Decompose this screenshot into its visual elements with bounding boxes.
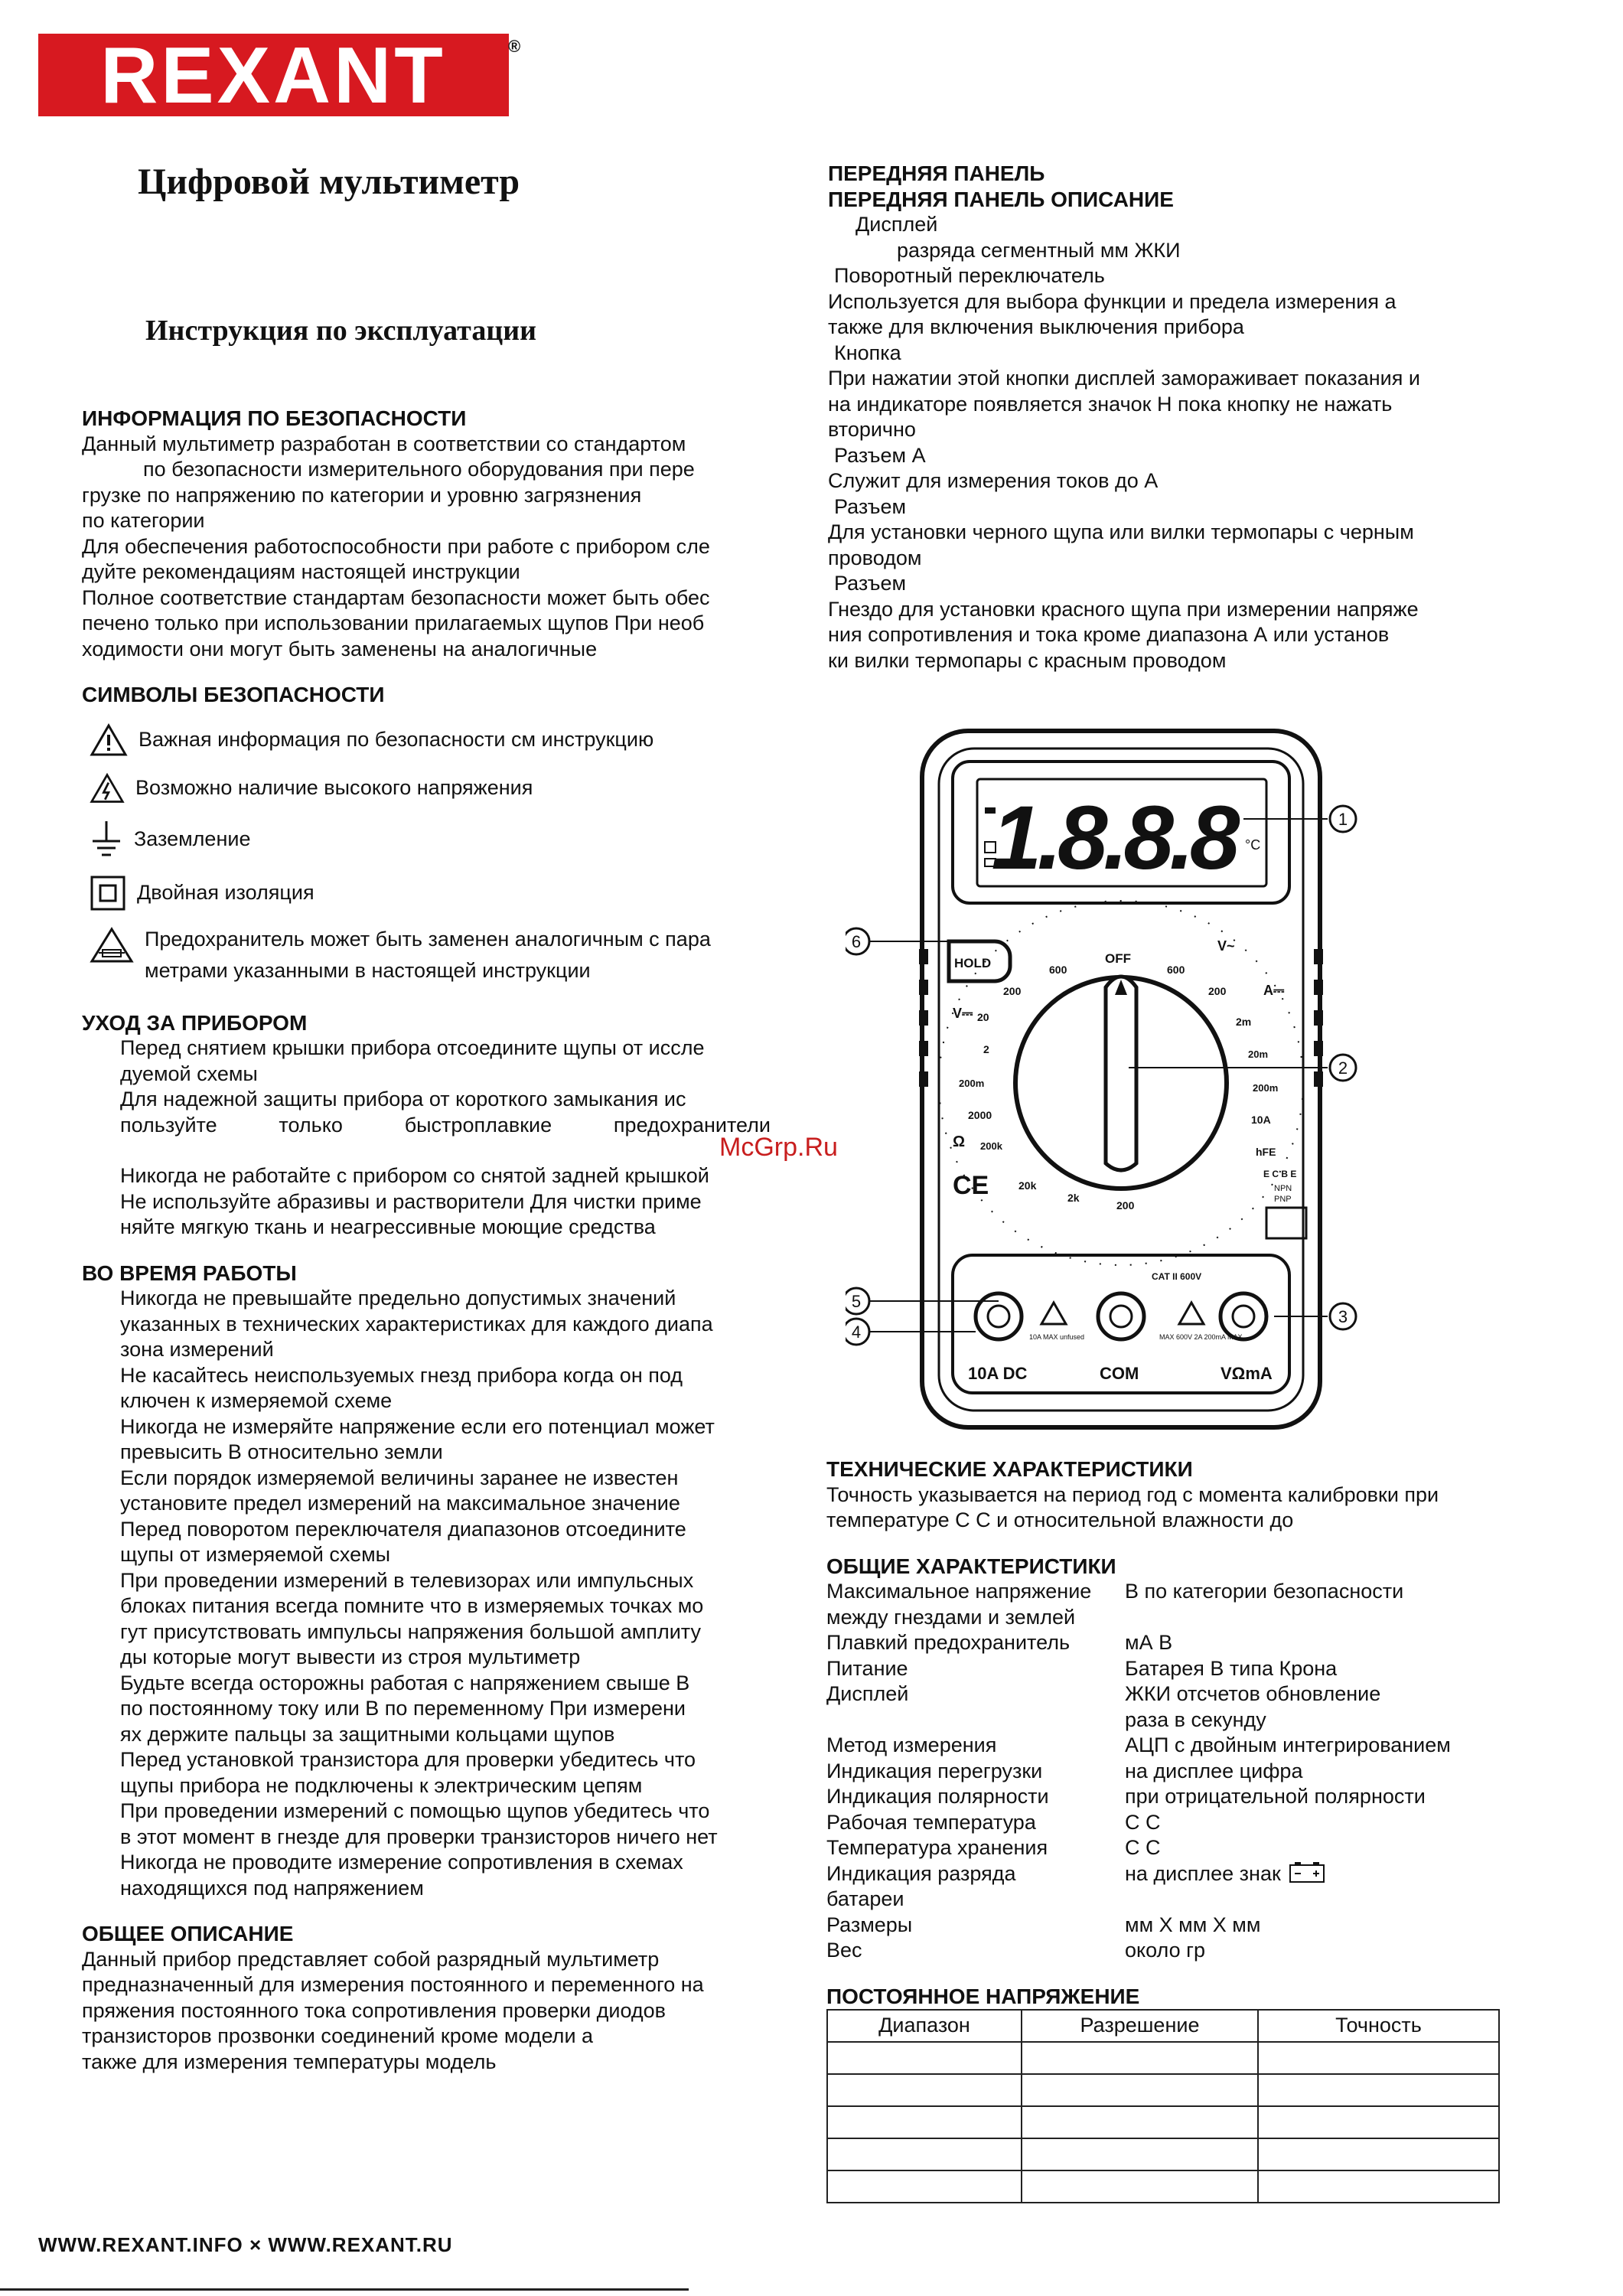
jack-label-com: COM xyxy=(1100,1364,1139,1383)
text-line: печено только при использовании прилагаемых щупов При необ xyxy=(82,612,705,634)
dial-tick-label: 2m xyxy=(1236,1016,1252,1028)
callout-number: 3 xyxy=(1338,1307,1348,1326)
dial-tick-label: 2k xyxy=(1067,1192,1080,1204)
text-line: Гнездо для установки красного щупа при измерении напряже xyxy=(828,597,1419,621)
text-line: находящихся под напряжением xyxy=(120,1876,424,1900)
rexant-logo xyxy=(38,34,509,116)
heading-front-panel-desc: ПЕРЕДНЯЯ ПАНЕЛЬ ОПИСАНИЕ xyxy=(828,187,1174,211)
table-cell xyxy=(827,2138,1022,2170)
heading-dc-voltage: ПОСТОЯННОЕ НАПРЯЖЕНИЕ xyxy=(826,1984,1140,2008)
symbol-label: Предохранитель может быть заменен аналогичным с пара xyxy=(145,927,711,951)
page-title: Цифровой мультиметр xyxy=(138,161,520,202)
callout-number: 4 xyxy=(851,1322,862,1342)
text-line: Для надежной защиты прибора от короткого замыкания ис xyxy=(120,1088,686,1110)
table-cell xyxy=(1022,2042,1258,2074)
text-line: Точность указывается на период год с момента калибровки при xyxy=(826,1482,1439,1506)
spec-value: АЦП с двойным интегрированием xyxy=(1125,1733,1451,1756)
spec-value: мА В xyxy=(1125,1631,1173,1654)
ground-icon xyxy=(90,820,123,859)
text-line: ключен к измеряемой схеме xyxy=(120,1389,393,1412)
symbol-label: Заземление xyxy=(134,827,251,850)
spec-key: Размеры xyxy=(826,1913,913,1936)
text-line: зона измерений xyxy=(120,1338,274,1361)
text-line: блоках питания всегда помните что в измеряемых точках мо xyxy=(120,1594,704,1617)
table-row xyxy=(827,2074,1499,2106)
table-cell xyxy=(1022,2170,1258,2203)
text-line: указанных в технических характеристиках для каждого диапа xyxy=(120,1312,713,1336)
spec-row xyxy=(826,1784,1561,1810)
heading-general-description: ОБЩЕЕ ОПИСАНИЕ xyxy=(82,1922,294,1945)
text-line: превысить В относительно земли xyxy=(120,1440,443,1463)
spec-row xyxy=(826,1938,1561,1964)
spec-value: ЖКИ отсчетов обновление xyxy=(1125,1682,1381,1705)
jack-com[interactable] xyxy=(1098,1293,1144,1339)
spec-key xyxy=(826,1707,1125,1733)
spec-row xyxy=(826,1913,1561,1939)
text-line: няйте мягкую ткань и неагрессивные моющие средства xyxy=(120,1215,656,1238)
text-line: грузке по напряжению по категории и уровню загрязнения xyxy=(82,483,642,507)
text-line: транзисторов прозвонки соединений кроме модели а xyxy=(82,2024,594,2047)
spec-value: на дисплее цифра xyxy=(1125,1759,1303,1782)
spec-row xyxy=(826,1630,1561,1656)
text-line: При проведении измерений с помощью щупов убедитесь что xyxy=(120,1799,710,1822)
spec-key: Индикация перегрузки xyxy=(826,1759,1043,1782)
text-line: Кнопка xyxy=(834,341,901,364)
hold-label: HOLD xyxy=(954,956,992,970)
symbol-row xyxy=(90,772,771,804)
multimeter-diagram xyxy=(846,727,1366,1431)
dial-tick-label: 600 xyxy=(1049,964,1067,976)
spec-value: при отрицательной полярности xyxy=(1125,1785,1426,1808)
dial-tick-label: 200 xyxy=(1116,1199,1135,1212)
callout-number: 5 xyxy=(851,1292,862,1311)
table-row xyxy=(827,2042,1499,2074)
spec-value: Батарея В типа Крона xyxy=(1125,1656,1338,1680)
spec-key: Температура хранения xyxy=(826,1836,1048,1859)
text-line: дуемой схемы xyxy=(120,1062,258,1085)
text-line: предназначенный для измерения постоянного и переменного на xyxy=(82,1973,704,1996)
double-insulation-icon xyxy=(90,875,126,912)
battery-icon xyxy=(1289,1861,1327,1884)
spec-value: С С xyxy=(1125,1836,1161,1859)
dial-tick-label: 2 xyxy=(983,1043,989,1055)
spec-row xyxy=(826,1656,1561,1682)
spec-value: на дисплее знак xyxy=(1125,1861,1281,1885)
jack-warning-text: MAX 600V 2A 200mA MAX xyxy=(1159,1333,1243,1341)
text-line: ки вилки термопары с красным проводом xyxy=(828,648,1227,672)
text-line: щупы прибора не подключены к электрическим цепям xyxy=(120,1773,643,1797)
text-line: При проведении измерений в телевизорах или импульсных xyxy=(120,1568,694,1592)
warning-triangle-icon xyxy=(90,723,128,757)
ce-mark: CE xyxy=(953,1171,989,1200)
dial-tick-label: 200k xyxy=(980,1140,1002,1152)
spec-row xyxy=(826,1605,1561,1631)
symbol-label: Двойная изоляция xyxy=(137,880,314,904)
symbol-row xyxy=(90,875,771,912)
text-line: пряжения постоянного тока сопротивления проверки диодов xyxy=(82,1998,666,2022)
text-line: в этот момент в гнезде для проверки транзисторов ничего нет xyxy=(120,1825,718,1848)
text-line: Перед установкой транзистора для проверки убедитесь что xyxy=(120,1748,696,1771)
page-subtitle: Инструкция по эксплуатации xyxy=(145,315,536,347)
text-line: ходимости они могут быть заменены на аналогичные xyxy=(82,637,598,660)
spec-value: В по категории безопасности xyxy=(1125,1580,1404,1603)
spec-key: Индикация полярности xyxy=(826,1785,1049,1808)
text-line: При нажатии этой кнопки дисплей замораживает показания и xyxy=(828,367,1420,390)
text-line: ды которые могут вывести из строя мультиметр xyxy=(120,1645,581,1668)
dc-voltage-table xyxy=(826,2009,1500,2203)
text-line: Для установки черного щупа или вилки термопары с черным xyxy=(828,520,1414,543)
spec-key: Питание xyxy=(826,1656,908,1680)
symbol-label: Возможно наличие высокого напряжения xyxy=(135,775,533,799)
heading-common-specs: ОБЩИЕ ХАРАКТЕРИСТИКИ xyxy=(826,1554,1116,1578)
vdc-label: V⎓ xyxy=(953,1006,973,1021)
svg-text:REXANT: REXANT xyxy=(100,34,446,116)
text-line: проводом xyxy=(828,546,922,569)
footer-urls[interactable]: WWW.REXANT.INFO × WWW.REXANT.RU xyxy=(38,2233,453,2256)
spec-row xyxy=(826,1681,1561,1707)
ohm-label: Ω xyxy=(953,1133,966,1150)
symbol-label: метрами указанными в настоящей инструкции xyxy=(145,959,591,982)
text-line: вторично xyxy=(828,418,916,441)
dial-tick-label: 200m xyxy=(1253,1082,1279,1094)
text-line: Данный прибор представляет собой разрядный мультиметр xyxy=(82,1947,660,1971)
text-line: по постоянному току или В по переменному При измерени xyxy=(120,1697,686,1720)
text-line: Не используйте абразивы и растворители Для чистки приме xyxy=(120,1189,702,1213)
callout-number: 2 xyxy=(1338,1058,1348,1078)
lcd-readout: 1.8.8.8 xyxy=(991,788,1236,889)
hfe-pins-label: E C B E xyxy=(1263,1169,1297,1179)
heading-safety-symbols: СИМВОЛЫ БЕЗОПАСНОСТИ xyxy=(82,683,385,706)
text-line xyxy=(82,1138,771,1163)
heading-care: УХОД ЗА ПРИБОРОМ xyxy=(82,1010,308,1035)
table-cell xyxy=(827,2074,1022,2106)
table-cell xyxy=(827,2042,1022,2074)
dial-tick-label: 10A xyxy=(1251,1114,1271,1126)
text-line: установите предел измерений на максимальное значение xyxy=(120,1492,680,1515)
spec-key: Вес xyxy=(826,1939,862,1962)
table-header-cell: Точность xyxy=(1258,2010,1499,2042)
spec-row xyxy=(826,1759,1561,1785)
table-cell xyxy=(1022,2106,1258,2138)
table-cell xyxy=(827,2106,1022,2138)
text-line: Разъем xyxy=(834,572,907,595)
text-line: Будьте всегда осторожны работая с напряжением свыше В xyxy=(120,1671,690,1694)
heading-tech-specs: ТЕХНИЧЕСКИЕ ХАРАКТЕРИСТИКИ xyxy=(826,1457,1193,1481)
symbol-row xyxy=(90,820,771,859)
dial-tick-label: 20m xyxy=(1248,1049,1269,1060)
spec-row xyxy=(826,1579,1561,1605)
spec-row xyxy=(826,1707,1561,1733)
text-line: Разъем А xyxy=(834,443,926,467)
table-cell xyxy=(1258,2138,1499,2170)
text-line: Служит для измерения токов до А xyxy=(828,469,1159,492)
text-line: Поворотный переключатель xyxy=(834,264,1105,287)
dial-tick-label: 20 xyxy=(977,1011,989,1023)
adc-label: A⎓ xyxy=(1263,983,1285,998)
spec-key: между гнездами и землей xyxy=(826,1605,1076,1629)
text-line: Никогда не проводите измерение сопротивления в схемах xyxy=(120,1851,683,1874)
left-column xyxy=(82,406,771,2075)
text-line: по категории xyxy=(82,509,205,532)
jack-label-vohm: VΩmA xyxy=(1221,1364,1273,1383)
dial-tick-label: 2000 xyxy=(968,1109,992,1121)
jack-warning-text: 10A MAX unfused xyxy=(1029,1333,1085,1341)
heading-during-work: ВО ВРЕМЯ РАБОТЫ xyxy=(82,1261,297,1285)
spec-key: Дисплей xyxy=(826,1682,909,1705)
right-column-top xyxy=(828,161,1532,673)
text-line: пользуйте только быстроплавкие предохранители xyxy=(120,1113,771,1137)
text-line: гут присутствовать импульсы напряжения большой амплиту xyxy=(120,1619,701,1643)
text-line: температуре С С и относительной влажности до xyxy=(826,1508,1294,1531)
spec-key: Индикация разряда xyxy=(826,1861,1016,1885)
bottom-rule xyxy=(0,2288,689,2291)
spec-value: С С xyxy=(1125,1810,1161,1834)
table-cell xyxy=(1022,2074,1258,2106)
text-line: Перед поворотом переключателя диапазонов отсоедините xyxy=(120,1517,686,1541)
text-line: Не касайтесь неиспользуемых гнезд прибора когда он под xyxy=(120,1363,683,1387)
npn-label: NPN xyxy=(1274,1184,1292,1193)
text-line: Если порядок измеряемой величины заранее не известен xyxy=(120,1466,679,1489)
spec-row xyxy=(826,1733,1561,1759)
lcd-unit: °C xyxy=(1245,837,1261,853)
text-line: по безопасности измерительного оборудования при пере xyxy=(143,458,695,481)
text-line: Для обеспечения работоспособности при работе с прибором сле xyxy=(82,534,710,558)
registered-mark: ® xyxy=(508,37,521,56)
table-cell xyxy=(827,2170,1022,2203)
symbol-row xyxy=(90,927,771,984)
table-header-cell: Диапазон xyxy=(827,2010,1022,2042)
vac-label: V~ xyxy=(1217,938,1235,954)
spec-value: раза в секунду xyxy=(1125,1707,1266,1731)
text-line: Перед снятием крышки прибора отсоедините щупы от иссле xyxy=(120,1036,705,1059)
dial-tick-label: 600 xyxy=(1167,964,1185,976)
text-line: Никогда не превышайте предельно допустимых значений xyxy=(120,1287,676,1309)
spec-value: мм Х мм Х мм xyxy=(1125,1913,1261,1936)
jack-label-10a: 10A DC xyxy=(968,1364,1028,1383)
table-cell xyxy=(1258,2042,1499,2074)
dial-tick-label: 200m xyxy=(959,1078,985,1089)
spec-value: около гр xyxy=(1125,1939,1205,1962)
table-row xyxy=(827,2106,1499,2138)
text-line: ния сопротивления и тока кроме диапазона А или установ xyxy=(828,623,1390,646)
table-row xyxy=(827,2170,1499,2203)
spec-key: Максимальное напряжение xyxy=(826,1580,1092,1603)
symbol-row xyxy=(90,723,771,757)
jack-vohm[interactable] xyxy=(1221,1293,1266,1339)
text-line: на индикаторе появляется значок H пока кнопку не нажать xyxy=(828,392,1393,416)
hfe-label: hFE xyxy=(1256,1146,1276,1158)
table-cell xyxy=(1258,2106,1499,2138)
rotary-knob-grip xyxy=(1106,977,1136,1170)
symbol-label: Важная информация по безопасности см инструкцию xyxy=(139,727,654,751)
spec-key: Метод измерения xyxy=(826,1733,997,1756)
text-line: Никогда не измеряйте напряжение если его потенциал может xyxy=(120,1414,715,1438)
callout-number: 1 xyxy=(1338,810,1348,829)
text-line: Дисплей xyxy=(855,213,938,236)
dial-tick-label: 20k xyxy=(1018,1179,1037,1192)
dial-tick-label: 200 xyxy=(1208,985,1227,997)
text-line: также для включения выключения прибора xyxy=(828,315,1244,338)
callout-number: 6 xyxy=(851,932,862,951)
text-line: ях держите пальцы за защитными кольцами щупов xyxy=(120,1722,615,1746)
fuse-icon xyxy=(90,927,134,964)
text-line: Полное соответствие стандартам безопасности может быть обес xyxy=(82,585,710,609)
high-voltage-icon xyxy=(90,772,125,804)
spec-row xyxy=(826,1861,1561,1887)
pnp-label: PNP xyxy=(1274,1195,1292,1204)
table-header-row xyxy=(827,2010,1499,2042)
text-line: щупы от измеряемой схемы xyxy=(120,1543,391,1566)
spec-row xyxy=(826,1810,1561,1836)
text-line: Никогда не работайте с прибором со снятой задней крышкой xyxy=(120,1164,709,1187)
heading-front-panel: ПЕРЕДНЯЯ ПАНЕЛЬ xyxy=(828,161,1045,185)
text-line: Используется для выбора функции и предела измерения а xyxy=(828,289,1396,313)
table-row xyxy=(827,2138,1499,2170)
spec-key: Рабочая температура xyxy=(826,1810,1036,1834)
table-cell xyxy=(1258,2074,1499,2106)
dial-off-label: OFF xyxy=(1105,951,1131,966)
text-line: также для измерения температуры модель xyxy=(82,2050,497,2073)
table-cell xyxy=(1022,2138,1258,2170)
text-line: дуйте рекомендациям настоящей инструкции xyxy=(82,560,520,583)
spec-row xyxy=(826,1835,1561,1861)
table-cell xyxy=(1258,2170,1499,2203)
spec-key: Плавкий предохранитель xyxy=(826,1631,1071,1654)
text-line: Данный мультиметр разработан в соответствии со стандартом xyxy=(82,432,686,455)
watermark: McGrp.Ru xyxy=(719,1133,838,1162)
text-line: Разъем xyxy=(834,494,907,518)
spec-key: батареи xyxy=(826,1887,904,1910)
spec-row xyxy=(826,1887,1561,1913)
cat-rating: CAT II 600V xyxy=(1152,1271,1202,1282)
text-line: разряда сегментный мм ЖКИ xyxy=(897,238,1181,262)
heading-safety-info: ИНФОРМАЦИЯ ПО БЕЗОПАСНОСТИ xyxy=(82,406,467,430)
right-column-bottom xyxy=(826,1456,1561,2203)
dial-tick-label: 200 xyxy=(1003,985,1022,997)
table-header-cell: Разрешение xyxy=(1022,2010,1258,2042)
